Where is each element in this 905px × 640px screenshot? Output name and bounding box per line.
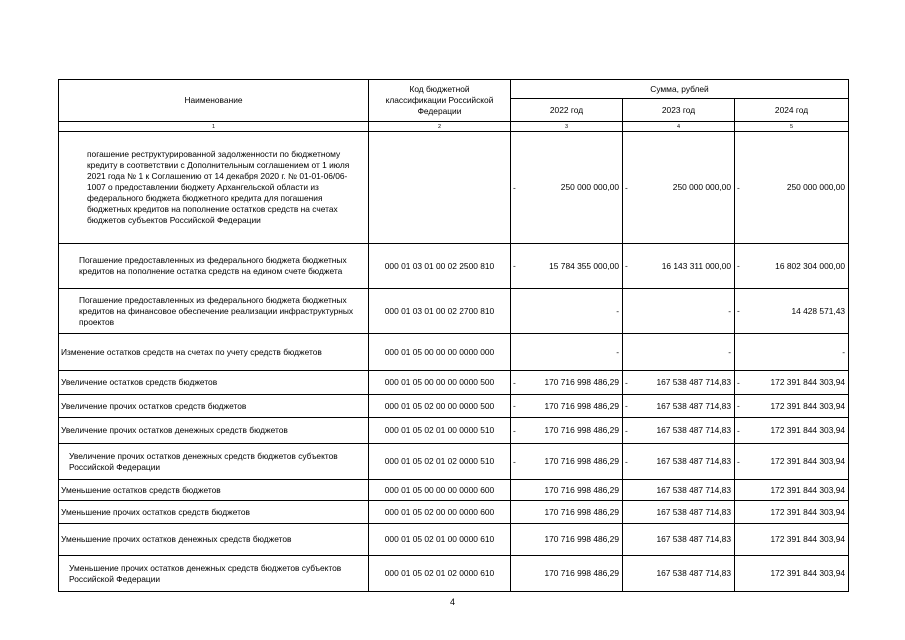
header-year-2023: 2023 год [623, 99, 735, 122]
dash-mark: - [513, 182, 516, 192]
row-code: 000 01 05 02 01 02 0000 610 [369, 556, 511, 592]
table-row [59, 480, 849, 501]
row-code: 000 01 05 02 01 02 0000 510 [369, 444, 511, 480]
row-name: Изменение остатков средств на счетах по учету средств бюджетов [59, 334, 369, 371]
amount-value: 167 538 487 714,83 [656, 534, 731, 544]
row-amount-2023 [623, 132, 735, 244]
amount-value: 170 716 998 486,29 [544, 506, 619, 517]
row-name: Увеличение прочих остатков денежных средств бюджетов [59, 418, 369, 444]
row-amount-2022 [511, 556, 623, 592]
row-amount-2023 [623, 395, 735, 418]
amount-value: 170 716 998 486,29 [544, 456, 619, 466]
amount-value: - [728, 346, 731, 357]
row-name: Уменьшение остатков средств бюджетов [59, 480, 369, 501]
dash-mark: - [737, 456, 740, 466]
row-amount-2024 [735, 395, 849, 418]
row-amount-2024 [735, 480, 849, 501]
table-row [59, 501, 849, 524]
dash-mark: - [737, 425, 740, 435]
row-code: 000 01 05 00 00 00 0000 600 [369, 480, 511, 501]
row-code: 000 01 05 00 00 00 0000 000 [369, 334, 511, 371]
amount-value: 167 538 487 714,83 [656, 456, 731, 466]
row-code: 000 01 05 02 01 00 0000 510 [369, 418, 511, 444]
amount-value: 250 000 000,00 [786, 182, 846, 192]
column-number-row [59, 122, 849, 132]
row-name: Увеличение прочих остатков денежных средств бюджетов субъектов Российской Федерации [59, 444, 369, 480]
row-name: Уменьшение прочих остатков денежных средств бюджетов субъектов Российской Федерации [59, 556, 369, 592]
amount-value: - [728, 305, 731, 316]
dash-mark: - [625, 377, 628, 387]
amount-value: - [842, 346, 846, 357]
row-amount-2022 [511, 334, 623, 371]
table-row [59, 418, 849, 444]
row-name: Уменьшение прочих остатков денежных средств бюджетов [59, 524, 369, 556]
amount-value: 15 784 355 000,00 [549, 260, 619, 271]
header-sum: Сумма, рублей [511, 80, 849, 99]
amount-value: 16 143 311 000,00 [661, 260, 731, 271]
row-amount-2022 [511, 480, 623, 501]
dash-mark: - [737, 182, 740, 192]
table-row [59, 334, 849, 371]
amount-value: 172 391 844 303,94 [770, 484, 846, 495]
row-amount-2024 [735, 132, 849, 244]
row-amount-2023 [623, 524, 735, 556]
row-name: Погашение предоставленных из федерального бюджета бюджетных кредитов на пополнение остатка средств на едином счете бюджета [59, 244, 369, 289]
amount-value: 172 391 844 303,94 [770, 506, 846, 517]
row-amount-2024 [735, 371, 849, 395]
header-row [59, 80, 849, 99]
row-amount-2022 [511, 132, 623, 244]
amount-value: 172 391 844 303,94 [770, 568, 846, 578]
row-code: 000 01 05 02 00 00 0000 600 [369, 501, 511, 524]
row-amount-2024 [735, 556, 849, 592]
table-row [59, 444, 849, 480]
row-name: Погашение предоставленных из федерального бюджета бюджетных кредитов на финансовое обеспечение реализации инфраструктурных проектов [59, 289, 369, 334]
table-row [59, 395, 849, 418]
budget-table [58, 79, 849, 592]
row-amount-2023 [623, 444, 735, 480]
dash-mark: - [737, 260, 740, 271]
amount-value: 170 716 998 486,29 [544, 425, 619, 435]
amount-value: - [616, 346, 619, 357]
amount-value: 170 716 998 486,29 [544, 484, 619, 495]
row-amount-2024 [735, 444, 849, 480]
amount-value: 167 538 487 714,83 [656, 400, 731, 411]
header-year-2022: 2022 год [511, 99, 623, 122]
amount-value: 170 716 998 486,29 [544, 534, 619, 544]
row-amount-2023 [623, 480, 735, 501]
amount-value: 172 391 844 303,94 [770, 456, 846, 466]
dash-mark: - [625, 182, 628, 192]
dash-mark: - [625, 400, 628, 411]
dash-mark: - [513, 425, 516, 435]
table-row [59, 371, 849, 395]
row-amount-2023 [623, 334, 735, 371]
row-name: погашение реструктурированной задолженности по бюджетному кредиту в соответствии с Дополнительным соглашением от 1 июля 2021 года № 1 к Соглашению от 14 декабря 2020 г. № 01-01-06/06-1007 о предоставлении бюджету Архангельской области из федерального бюджета бюджетного кредита для погашения бюджетных кредитов на пополнение остатков средств на счетах бюджетов субъектов Российской Федерации [59, 132, 369, 244]
amount-value: 250 000 000,00 [560, 182, 619, 192]
table-row [59, 556, 849, 592]
table-row [59, 524, 849, 556]
row-name: Увеличение прочих остатков средств бюджетов [59, 395, 369, 418]
row-amount-2023 [623, 556, 735, 592]
row-name: Уменьшение прочих остатков средств бюджетов [59, 501, 369, 524]
column-number: 2 [369, 122, 511, 132]
row-code: 000 01 05 02 01 00 0000 610 [369, 524, 511, 556]
row-code: 000 01 03 01 00 02 2700 810 [369, 289, 511, 334]
header-year-2024: 2024 год [735, 99, 849, 122]
amount-value: 167 538 487 714,83 [656, 425, 731, 435]
dash-mark: - [625, 456, 628, 466]
amount-value: 172 391 844 303,94 [770, 425, 846, 435]
amount-value: 172 391 844 303,94 [770, 534, 846, 544]
dash-mark: - [513, 377, 516, 387]
row-amount-2023 [623, 371, 735, 395]
dash-mark: - [737, 305, 740, 316]
row-amount-2022 [511, 524, 623, 556]
row-amount-2023 [623, 501, 735, 524]
amount-value: 170 716 998 486,29 [544, 377, 619, 387]
amount-value: 167 538 487 714,83 [656, 377, 731, 387]
dash-mark: - [737, 400, 740, 411]
dash-mark: - [513, 260, 516, 271]
dash-mark: - [625, 425, 628, 435]
table-row [59, 289, 849, 334]
amount-value: 170 716 998 486,29 [544, 400, 619, 411]
header-name: Наименование [59, 80, 369, 122]
row-amount-2023 [623, 418, 735, 444]
page-number: 4 [449, 597, 455, 607]
amount-value: 250 000 000,00 [672, 182, 731, 192]
header-code: Код бюджетной классификации Российской Федерации [369, 80, 511, 122]
table-row [59, 244, 849, 289]
amount-value: 167 538 487 714,83 [656, 568, 731, 578]
row-amount-2022 [511, 418, 623, 444]
row-amount-2022 [511, 395, 623, 418]
dash-mark: - [513, 456, 516, 466]
row-amount-2024 [735, 418, 849, 444]
amount-value: 167 538 487 714,83 [656, 484, 731, 495]
amount-value: - [616, 305, 619, 316]
amount-value: 172 391 844 303,94 [770, 400, 846, 411]
row-amount-2024 [735, 289, 849, 334]
row-code: 000 01 05 00 00 00 0000 500 [369, 371, 511, 395]
dash-mark: - [513, 400, 516, 411]
table-row [59, 132, 849, 244]
column-number: 1 [59, 122, 369, 132]
row-amount-2023 [623, 289, 735, 334]
row-name: Увеличение остатков средств бюджетов [59, 371, 369, 395]
amount-value: 167 538 487 714,83 [656, 506, 731, 517]
dash-mark: - [625, 260, 628, 271]
row-amount-2022 [511, 444, 623, 480]
row-amount-2024 [735, 501, 849, 524]
amount-value: 16 802 304 000,00 [775, 260, 846, 271]
row-amount-2022 [511, 244, 623, 289]
column-number: 4 [623, 122, 735, 132]
row-amount-2022 [511, 371, 623, 395]
row-amount-2022 [511, 501, 623, 524]
row-code [369, 132, 511, 244]
row-amount-2024 [735, 334, 849, 371]
row-amount-2024 [735, 244, 849, 289]
dash-mark: - [737, 377, 740, 387]
row-amount-2023 [623, 244, 735, 289]
column-number: 3 [511, 122, 623, 132]
amount-value: 172 391 844 303,94 [770, 377, 846, 387]
row-amount-2024 [735, 524, 849, 556]
row-code: 000 01 05 02 00 00 0000 500 [369, 395, 511, 418]
amount-value: 14 428 571,43 [791, 305, 846, 316]
column-number: 5 [735, 122, 849, 132]
amount-value: 170 716 998 486,29 [544, 568, 619, 578]
row-code: 000 01 03 01 00 02 2500 810 [369, 244, 511, 289]
row-amount-2022 [511, 289, 623, 334]
